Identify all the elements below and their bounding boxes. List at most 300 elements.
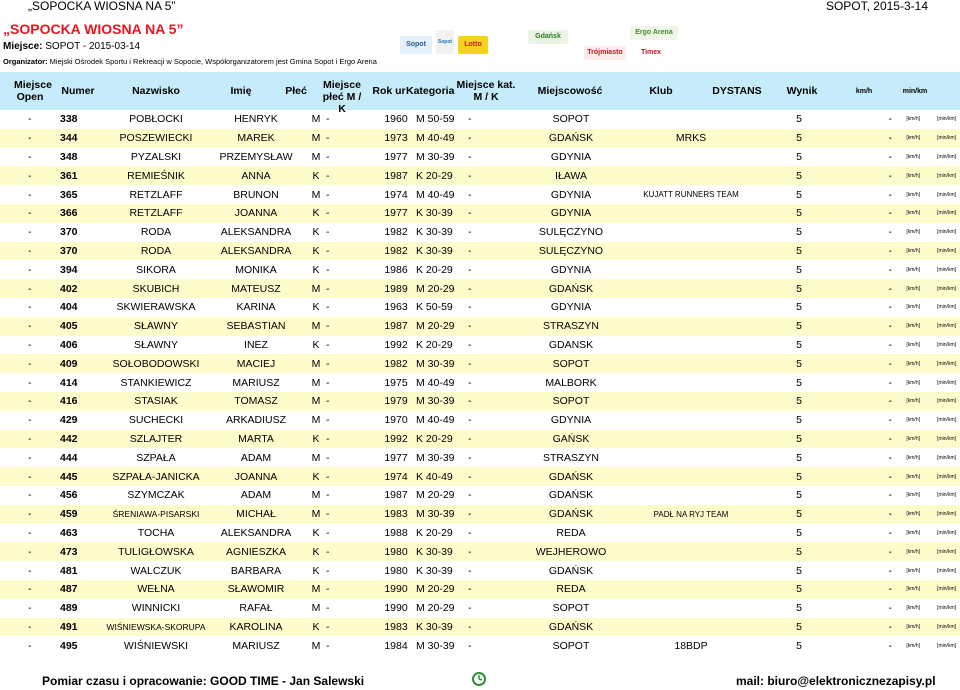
cell-place-sex: - — [326, 129, 376, 148]
cell-place-sex: - — [326, 188, 330, 201]
cell-kmh: [km/h] — [892, 317, 920, 336]
cell-category: K 20-29 — [416, 338, 453, 351]
cell-distance: 5 — [768, 354, 830, 373]
cell-kmh: [km/h] — [906, 153, 920, 160]
cell-surname: TULIGŁOWSKA — [106, 542, 206, 561]
cell-place-sex: - — [326, 263, 330, 276]
table-row — [0, 599, 960, 618]
cell-place-category: - — [468, 188, 472, 201]
cell-sex: M — [311, 113, 321, 126]
cell-surname: RETZLAFF — [129, 188, 183, 201]
cell-surname: SŁAWNY — [106, 317, 206, 336]
cell-name: SEBASTIAN — [206, 317, 306, 336]
cell-city: WEJHEROWO — [528, 542, 614, 561]
cell-result — [830, 110, 892, 129]
cell-category: M 30-39 — [416, 354, 468, 373]
cell-category: K 40-49 — [416, 467, 468, 486]
cell-year: 1980 — [376, 542, 416, 561]
cell-sex: K — [312, 263, 320, 276]
cell-result — [830, 580, 892, 599]
cell-city: GDAŃSK — [528, 467, 614, 486]
cell-club — [614, 618, 768, 637]
cell-number: 491 — [50, 618, 106, 637]
cell-surname: SKUBICH — [106, 279, 206, 298]
cell-surname: WIŚNIEWSKI — [123, 639, 189, 652]
cell-result — [830, 448, 892, 467]
cell-place-open: - — [28, 301, 32, 314]
col-minkm: min/km — [902, 88, 928, 95]
cell-category: K 20-29 — [416, 430, 468, 449]
cell-surname: POBŁOCKI — [129, 113, 183, 126]
cell-place-open: - — [0, 354, 50, 373]
cell-club — [614, 373, 768, 392]
cell-result — [830, 148, 892, 167]
result-dash: - — [888, 113, 892, 126]
cell-year: 1970 — [384, 414, 408, 427]
cell-kmh: [km/h] — [906, 529, 920, 536]
cell-place-sex: - — [326, 505, 376, 524]
cell-city: SULĘCZYNO — [538, 226, 604, 239]
cell-year: 1990 — [376, 580, 416, 599]
cell-minkm: [min/km] — [920, 279, 960, 298]
col-result: Wynik — [786, 85, 818, 97]
result-dash: - — [888, 583, 892, 596]
cell-category: K 30-39 — [416, 226, 453, 239]
cell-sex: M — [306, 354, 326, 373]
cell-kmh: [km/h] — [892, 467, 920, 486]
cell-name: BRUNON — [233, 188, 279, 201]
cell-sex: M — [306, 505, 326, 524]
cell-place-category: - — [468, 129, 528, 148]
cell-distance: 5 — [796, 414, 802, 427]
cell-name: SŁAWOMIR — [206, 580, 306, 599]
cell-place-sex: - — [326, 226, 330, 239]
cell-city: GDAŃSK — [528, 618, 614, 637]
cell-place-category: - — [468, 392, 528, 411]
cell-surname: WINNICKI — [131, 602, 181, 615]
event-place-date-top: SOPOT, 2015-3-14 — [825, 0, 928, 13]
result-dash: - — [888, 564, 892, 577]
cell-place-sex: - — [326, 392, 376, 411]
cell-minkm: [min/km] — [920, 430, 960, 449]
cell-place-sex: - — [326, 166, 376, 185]
cell-city: GDAŃSK — [528, 129, 614, 148]
cell-place-sex: - — [326, 301, 330, 314]
cell-kmh: [km/h] — [906, 642, 920, 649]
cell-club: 18BDP — [674, 639, 708, 652]
sponsor-logo-ergo-arena: Ergo Arena — [630, 26, 678, 40]
cell-minkm: [min/km] — [920, 354, 960, 373]
cell-surname: RODA — [140, 226, 172, 239]
event-organizer — [3, 57, 377, 66]
col-year: Rok ur — [372, 85, 406, 97]
table-row — [0, 561, 960, 580]
cell-surname: TOCHA — [137, 526, 175, 539]
cell-number: 365 — [60, 188, 78, 201]
cell-place-category: - — [468, 414, 472, 427]
cell-sex: M — [311, 376, 321, 389]
cell-place-open: - — [28, 226, 32, 239]
cell-sex: M — [311, 639, 321, 652]
cell-city: GAŃSK — [528, 430, 614, 449]
table-row — [0, 242, 960, 261]
table-row — [0, 448, 960, 467]
cell-result — [830, 336, 892, 355]
cell-place-open: - — [28, 188, 32, 201]
cell-club — [614, 110, 768, 129]
cell-result — [830, 279, 892, 298]
cell-surname: WIŚNIEWSKA-SKORUPA — [106, 618, 206, 637]
cell-number: 409 — [50, 354, 106, 373]
table-row — [0, 542, 960, 561]
cell-distance: 5 — [768, 279, 830, 298]
cell-number: 481 — [60, 564, 78, 577]
cell-place-open: - — [0, 166, 50, 185]
cell-sex: K — [306, 166, 326, 185]
cell-name: MAREK — [206, 129, 306, 148]
table-row — [0, 505, 960, 524]
cell-sex: K — [306, 204, 326, 223]
cell-minkm: [min/km] — [920, 129, 960, 148]
cell-name: ADAM — [240, 451, 272, 464]
result-dash: - — [888, 545, 892, 558]
cell-kmh: [km/h] — [906, 417, 920, 424]
cell-number: 370 — [50, 242, 106, 261]
cell-place-category: - — [468, 542, 528, 561]
sponsor-logo-sopot-crest: Sopot — [436, 30, 454, 54]
cell-number: 487 — [50, 580, 106, 599]
cell-result — [830, 599, 892, 618]
cell-city: GDYNIA — [550, 188, 592, 201]
table-row — [0, 580, 960, 599]
cell-sex: M — [306, 279, 326, 298]
cell-minkm: [min/km] — [937, 229, 956, 236]
cell-category: M 30-39 — [416, 150, 455, 163]
cell-year: 1987 — [376, 317, 416, 336]
cell-category: K 30-39 — [416, 204, 468, 223]
cell-place-sex: - — [326, 354, 376, 373]
cell-year: 1960 — [384, 113, 408, 126]
cell-club — [614, 166, 768, 185]
cell-year: 1980 — [384, 564, 408, 577]
location-value: SOPOT - 2015-03-14 — [42, 41, 141, 52]
cell-year: 1974 — [384, 188, 408, 201]
cell-place-open: - — [0, 580, 50, 599]
result-dash: - — [888, 244, 892, 257]
cell-city: GDAŃSK — [548, 489, 594, 502]
cell-place-open: - — [28, 338, 32, 351]
cell-distance: 5 — [768, 618, 830, 637]
col-place-sex: Miejsce płeć M / K — [322, 79, 362, 115]
cell-year: 1982 — [376, 242, 416, 261]
cell-surname: STANKIEWICZ — [120, 376, 192, 389]
cell-city: GDAŃSK — [548, 564, 594, 577]
cell-minkm: [min/km] — [920, 505, 960, 524]
cell-name: ADAM — [240, 489, 272, 502]
cell-place-category: - — [468, 301, 472, 314]
cell-sex: K — [312, 226, 320, 239]
cell-number: 402 — [50, 279, 106, 298]
cell-year: 1974 — [376, 467, 416, 486]
cell-number: 370 — [60, 226, 78, 239]
cell-kmh: [km/h] — [906, 266, 920, 273]
cell-year: 1983 — [376, 505, 416, 524]
cell-sex: K — [306, 467, 326, 486]
cell-sex: M — [311, 602, 321, 615]
cell-kmh: [km/h] — [892, 129, 920, 148]
cell-number: 445 — [50, 467, 106, 486]
result-dash: - — [888, 639, 892, 652]
result-dash: - — [888, 620, 892, 633]
cell-distance: 5 — [796, 564, 802, 577]
cell-club — [614, 542, 768, 561]
cell-result — [830, 505, 892, 524]
cell-year: 1988 — [384, 526, 408, 539]
table-row — [0, 148, 960, 167]
table-row — [0, 354, 960, 373]
cell-kmh: [km/h] — [906, 492, 920, 499]
cell-kmh: [km/h] — [906, 605, 920, 612]
cell-sex: M — [311, 414, 321, 427]
cell-surname: SZYMCZAK — [127, 489, 185, 502]
table-row — [0, 636, 960, 655]
cell-number: 344 — [50, 129, 106, 148]
cell-city: SOPOT — [552, 602, 590, 615]
cell-place-category: - — [468, 430, 528, 449]
cell-place-open: - — [28, 414, 32, 427]
cell-club — [614, 298, 768, 317]
cell-place-category: - — [468, 526, 472, 539]
cell-club: PADŁ NA RYJ TEAM — [614, 505, 768, 524]
cell-result — [830, 242, 892, 261]
cell-number: 459 — [50, 505, 106, 524]
table-row — [0, 166, 960, 185]
cell-year: 1990 — [384, 602, 408, 615]
cell-place-open: - — [0, 279, 50, 298]
cell-city: SOPOT — [528, 354, 614, 373]
cell-year: 1983 — [376, 618, 416, 637]
cell-result — [830, 223, 892, 242]
col-place-open: Miejsce Open — [14, 79, 52, 103]
table-row — [0, 336, 960, 355]
cell-year: 1982 — [384, 226, 408, 239]
table-row — [0, 524, 960, 543]
cell-distance: 5 — [768, 467, 830, 486]
event-title: „SOPOCKA WIOSNA NA 5” — [3, 21, 184, 37]
cell-number: 406 — [60, 338, 78, 351]
cell-distance: 5 — [796, 150, 802, 163]
cell-kmh: [km/h] — [892, 242, 920, 261]
cell-place-open: - — [0, 505, 50, 524]
cell-result — [830, 185, 892, 204]
cell-distance: 5 — [768, 542, 830, 561]
cell-name: ALEKSANDRA — [220, 226, 292, 239]
cell-distance: 5 — [768, 242, 830, 261]
cell-place-category: - — [468, 204, 528, 223]
cell-distance: 5 — [796, 451, 802, 464]
cell-minkm: [min/km] — [937, 529, 956, 536]
cell-minkm: [min/km] — [920, 467, 960, 486]
cell-number: 489 — [60, 602, 78, 615]
cell-city: SOPOT — [528, 392, 614, 411]
cell-club — [614, 279, 768, 298]
cell-result — [830, 392, 892, 411]
cell-club — [614, 448, 768, 467]
cell-place-category: - — [468, 226, 472, 239]
cell-distance: 5 — [796, 526, 802, 539]
cell-category: M 40-49 — [416, 414, 455, 427]
cell-year: 1982 — [376, 354, 416, 373]
cell-kmh: [km/h] — [906, 341, 920, 348]
cell-minkm: [min/km] — [937, 605, 956, 612]
cell-minkm: [min/km] — [937, 153, 956, 160]
cell-number: 338 — [60, 113, 78, 126]
cell-minkm: [min/km] — [920, 618, 960, 637]
cell-place-category: - — [468, 166, 528, 185]
cell-club — [614, 524, 768, 543]
cell-minkm: [min/km] — [920, 204, 960, 223]
cell-year: 1963 — [384, 301, 408, 314]
cell-city: SOPOT — [552, 639, 590, 652]
cell-category: M 30-39 — [416, 392, 468, 411]
result-dash: - — [888, 226, 892, 239]
sponsor-logo-trojmiasto: Trójmiasto — [584, 46, 626, 60]
result-dash: - — [888, 432, 892, 445]
page-footer — [0, 668, 960, 689]
cell-city: GDAŃSK — [528, 505, 614, 524]
cell-club: MRKS — [614, 129, 768, 148]
cell-number: 473 — [50, 542, 106, 561]
cell-place-category: - — [468, 113, 472, 126]
cell-kmh: [km/h] — [906, 229, 920, 236]
cell-minkm: [min/km] — [920, 242, 960, 261]
cell-number: 444 — [60, 451, 78, 464]
cell-name: ALEKSANDRA — [206, 242, 306, 261]
cell-category: K 20-29 — [416, 526, 453, 539]
cell-result — [830, 467, 892, 486]
table-row — [0, 298, 960, 317]
cell-year: 1984 — [384, 639, 408, 652]
cell-surname: PYZALSKI — [130, 150, 182, 163]
cell-category: M 40-49 — [416, 129, 468, 148]
table-row — [0, 430, 960, 449]
cell-result — [830, 430, 892, 449]
cell-surname: SOŁOBODOWSKI — [106, 354, 206, 373]
cell-city: GDYNIA — [550, 150, 592, 163]
cell-surname: STASIAK — [106, 392, 206, 411]
cell-sex: K — [312, 338, 320, 351]
cell-distance: 5 — [796, 263, 802, 276]
cell-minkm: [min/km] — [937, 642, 956, 649]
cell-number: 416 — [50, 392, 106, 411]
cell-place-sex: - — [326, 204, 376, 223]
cell-kmh: [km/h] — [892, 279, 920, 298]
cell-distance: 5 — [796, 113, 802, 126]
cell-place-sex: - — [326, 338, 330, 351]
col-category: Kategoria — [406, 85, 455, 97]
cell-surname: SZLAJTER — [106, 430, 206, 449]
cell-place-sex: - — [326, 639, 330, 652]
col-city: Miejscowość — [537, 85, 603, 97]
cell-city: GDANSK — [548, 338, 594, 351]
cell-result — [830, 524, 892, 543]
cell-surname: REMIEŚNIK — [106, 166, 206, 185]
cell-name: BARBARA — [230, 564, 282, 577]
cell-place-category: - — [468, 489, 472, 502]
cell-distance: 5 — [768, 129, 830, 148]
result-dash: - — [888, 282, 892, 295]
cell-city: REDA — [556, 526, 586, 539]
cell-category: M 20-29 — [416, 489, 455, 502]
cell-number: 463 — [60, 526, 78, 539]
cell-number: 361 — [50, 166, 106, 185]
cell-kmh: [km/h] — [906, 304, 920, 311]
good-time-logo-icon — [470, 670, 510, 688]
cell-sex: K — [306, 542, 326, 561]
cell-place-open: - — [0, 430, 50, 449]
cell-result — [830, 298, 892, 317]
cell-sex: K — [312, 564, 320, 577]
cell-distance: 5 — [768, 204, 830, 223]
cell-place-open: - — [0, 618, 50, 637]
cell-name: MARTA — [206, 430, 306, 449]
cell-result — [830, 204, 892, 223]
cell-place-sex: - — [326, 430, 376, 449]
cell-surname: RODA — [106, 242, 206, 261]
result-dash: - — [888, 376, 892, 389]
cell-name: AGNIESZKA — [206, 542, 306, 561]
cell-year: 1977 — [384, 150, 408, 163]
cell-name: PRZEMYSŁAW — [219, 150, 293, 163]
top-header-bar — [0, 0, 960, 12]
cell-place-sex: - — [326, 618, 376, 637]
organizer-label: Organizator: — [3, 57, 48, 66]
cell-result — [830, 561, 892, 580]
cell-place-open: - — [28, 564, 32, 577]
cell-club — [614, 354, 768, 373]
cell-distance: 5 — [768, 392, 830, 411]
cell-sex: K — [306, 242, 326, 261]
cell-place-category: - — [468, 317, 528, 336]
table-row — [0, 185, 960, 204]
cell-year: 1987 — [384, 489, 408, 502]
cell-sex: K — [306, 618, 326, 637]
cell-number: 404 — [60, 301, 78, 314]
cell-sex: M — [311, 451, 321, 464]
cell-category: K 50-59 — [416, 301, 453, 314]
col-club: Klub — [649, 85, 673, 97]
cell-kmh: [km/h] — [906, 116, 920, 123]
cell-place-sex: - — [326, 526, 330, 539]
table-row — [0, 486, 960, 505]
cell-kmh: [km/h] — [906, 454, 920, 461]
cell-distance: 5 — [768, 317, 830, 336]
cell-kmh: [km/h] — [892, 618, 920, 637]
event-location — [3, 41, 140, 52]
cell-place-open: - — [0, 242, 50, 261]
cell-place-category: - — [468, 338, 472, 351]
result-dash: - — [888, 207, 892, 220]
cell-sex: M — [311, 150, 321, 163]
cell-minkm: [min/km] — [920, 542, 960, 561]
cell-name: KAROLINA — [206, 618, 306, 637]
cell-category: K 30-39 — [416, 242, 468, 261]
result-dash: - — [888, 132, 892, 145]
table-row — [0, 279, 960, 298]
table-row — [0, 392, 960, 411]
cell-city: GDYNIA — [550, 301, 592, 314]
col-kmh: km/h — [855, 88, 873, 95]
